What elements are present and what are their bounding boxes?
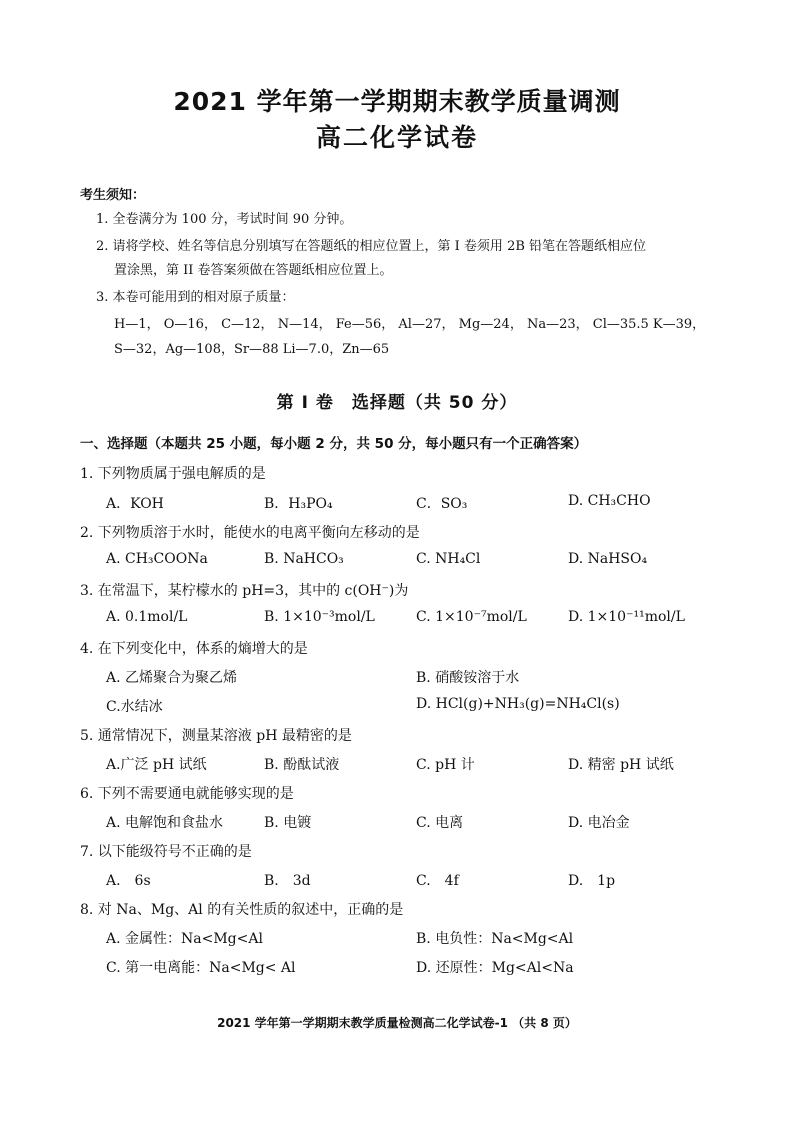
question-stem: 2. 下列物质溶于水时，能使水的电离平衡向左移动的是 bbox=[80, 525, 420, 541]
exam-title: 2021 学年第一学期期末教学质量调测 bbox=[173, 87, 621, 116]
option-a: A. 乙烯聚合为聚乙烯 bbox=[106, 670, 238, 686]
option-c: C.水结冰 bbox=[106, 699, 163, 715]
option-c: C. NH₄Cl bbox=[416, 551, 481, 567]
option-b: B. 1×10⁻³mol/L bbox=[264, 609, 375, 625]
question-stem: 7. 以下能级符号不正确的是 bbox=[80, 844, 252, 860]
option-d: D. 电冶金 bbox=[568, 815, 630, 831]
option-a: A.广泛 pH 试纸 bbox=[106, 757, 207, 773]
option-d: D. 还原性：Mg<Al<Na bbox=[416, 960, 574, 976]
notice-heading: 考生须知： bbox=[80, 188, 146, 203]
page-footer: 2021 学年第一学期期末教学质量检测高二化学试卷-1 （共 8 页） bbox=[217, 1016, 577, 1030]
option-b: B. 电镀 bbox=[264, 815, 312, 831]
notice-item: 3. 本卷可能用到的相对原子质量： bbox=[96, 290, 295, 305]
option-b: B. 硝酸铵溶于水 bbox=[416, 670, 520, 686]
option-c: C. 电离 bbox=[416, 815, 464, 831]
option-a: A. 6s bbox=[106, 873, 151, 889]
section-title: 第 I 卷 选择题（共 50 分） bbox=[276, 393, 518, 413]
option-a: A. 金属性：Na<Mg<Al bbox=[106, 931, 263, 947]
option-d: D. 精密 pH 试纸 bbox=[568, 757, 674, 773]
part-title: 一、选择题（本题共 25 小题，每小题 2 分，共 50 分，每小题只有一个正确答案） bbox=[80, 436, 588, 452]
question-stem: 8. 对 Na、Mg、Al 的有关性质的叙述中，正确的是 bbox=[80, 902, 404, 918]
atomic-mass-line: H—1， O—16， C—12， N—14， Fe—56， Al—27， Mg—24， Na—23， Cl—35.5 K—39， bbox=[114, 317, 706, 332]
option-b: B．H₃PO₄ bbox=[264, 496, 333, 512]
option-b: B. 电负性：Na<Mg<Al bbox=[416, 931, 574, 947]
option-d: D. 1p bbox=[568, 873, 616, 889]
option-a: A. CH₃COONa bbox=[106, 551, 208, 567]
option-c: C. 第一电离能：Na<Mg< Al bbox=[106, 960, 296, 976]
option-d: D. 1×10⁻¹¹mol/L bbox=[568, 609, 685, 625]
atomic-mass-line: S—32，Ag—108，Sr—88 Li—7.0，Zn—65 bbox=[114, 342, 390, 357]
question-stem: 6. 下列不需要通电就能够实现的是 bbox=[80, 786, 294, 802]
option-b: B. NaHCO₃ bbox=[264, 551, 344, 567]
question-stem: 1. 下列物质属于强电解质的是 bbox=[80, 466, 266, 482]
option-a: A. 0.1mol/L bbox=[106, 609, 188, 625]
option-a: A．KOH bbox=[106, 496, 164, 512]
notice-item: 2. 请将学校、姓名等信息分别填写在答题纸的相应位置上，第 I 卷须用 2B 铅笔在答题纸相应位 bbox=[96, 239, 647, 254]
option-c: C. 4f bbox=[416, 873, 459, 889]
notice-item: 置涂黑，第 II 卷答案须做在答题纸相应位置上。 bbox=[114, 263, 393, 278]
option-c: C. pH 计 bbox=[416, 757, 475, 773]
exam-subtitle: 高二化学试卷 bbox=[315, 123, 478, 152]
option-d: D. CH₃CHO bbox=[568, 493, 651, 509]
option-a: A. 电解饱和食盐水 bbox=[106, 815, 224, 831]
option-c: C．SO₃ bbox=[416, 496, 468, 512]
option-d: D. NaHSO₄ bbox=[568, 551, 648, 567]
question-stem: 5. 通常情况下，测量某溶液 pH 最精密的是 bbox=[80, 728, 352, 744]
option-d: D. HCl(g)+NH₃(g)=NH₄Cl(s) bbox=[416, 696, 620, 712]
notice-item: 1. 全卷满分为 100 分，考试时间 90 分钟。 bbox=[96, 212, 353, 227]
option-b: B. 酚酞试液 bbox=[264, 757, 340, 773]
option-c: C. 1×10⁻⁷mol/L bbox=[416, 609, 527, 625]
question-stem: 3. 在常温下，某柠檬水的 pH=3，其中的 c(OH⁻)为 bbox=[80, 583, 409, 599]
option-b: B. 3d bbox=[264, 873, 311, 889]
question-stem: 4. 在下列变化中，体系的熵增大的是 bbox=[80, 641, 308, 657]
